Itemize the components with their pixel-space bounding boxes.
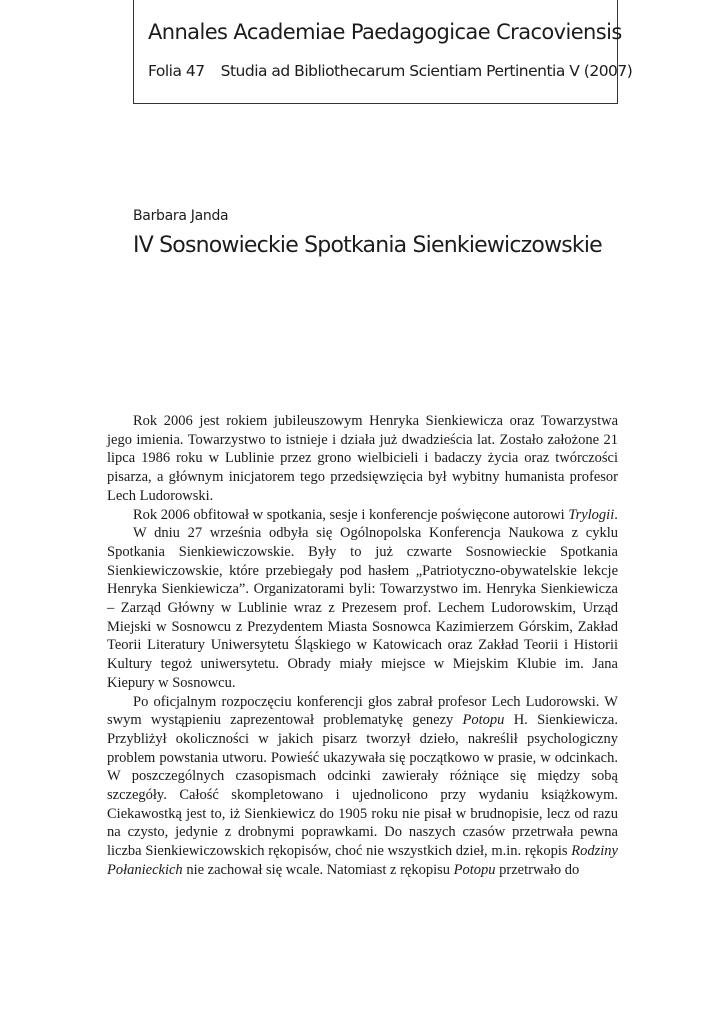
- paragraph: Rok 2006 jest rokiem jubileuszowym Henryka Sienkiewicza oraz Towarzystwa jego imienia. Towarzystwo to istnieje i działa już dwadzieścia lat. Zostało założone 21 lipca 1986 roku w Lublinie przez grono wielbicieli i badaczy życia oraz twórczości pisarza, a głównym inicjatorem tego przedsięwzięcia był wybitny humanista profesor Lech Ludorowski.: [107, 413, 618, 504]
- article-body: [107, 412, 618, 880]
- paragraph-text: .: [614, 506, 618, 523]
- journal-series-line: [148, 62, 632, 80]
- series-title: Studia ad Bibliothecarum Scientiam Pertinentia V (2007): [220, 62, 633, 80]
- article-title: IV Sosnowieckie Spotkania Sienkiewiczowskie: [133, 233, 602, 258]
- paragraph-text: Rok 2006 obfitował w spotkania, sesje i konferencje poświęcone autorowi: [133, 506, 569, 523]
- paragraph: [107, 506, 618, 525]
- paragraph-text: przetrwało do: [495, 861, 580, 878]
- paragraph-text: nie zachował się wcale. Natomiast z rękopisu: [182, 861, 454, 878]
- italic-title: Potopu: [453, 861, 496, 878]
- paragraph-text: Po oficjalnym rozpoczęciu konferencji głos zabrał profesor Lech Ludorowski. W swym wystąpieniu zaprezentował problematykę genezy: [107, 693, 618, 729]
- italic-title: Rodziny Połanieckich: [107, 843, 618, 878]
- journal-header: [133, 0, 633, 104]
- paragraph-text: H. Sienkiewicza. Przybliżył okoliczności w jakich pisarz tworzył dzieło, nakreślił psychologiczny problem powstania utworu. Powieść ukazywała się początkowo w prasie, w odcinkach. W poszczególnych czasopismach odcinki zawierały różniące się między sobą szczegóły. Całość skompletowano i ujednolicono przy wydaniu książkowym. Ciekawostką jest to, iż Sienkiewicz do 1905 roku nie pisał w brudnopisie, lecz od razu na czysto, jedynie z drobnymi poprawkami. Do naszych czasów przetrwała pewna liczba Sienkiewiczowskich rękopisów, choć nie wszystkich dzieł, m.in. rękopis: [107, 712, 618, 860]
- paragraph: W dniu 27 września odbyła się Ogólnopolska Konferencja Naukowa z cyklu Spotkania Sienkiewiczowskie. Były to już czwarte Sosnowieckie Spotkania Sienkiewiczowskie, które przebiegały pod hasłem „Patriotyczno-obywatelskie lekcje Henryka Sienkiewicza”. Organizatorami byli: Towarzystwo im. Henryka Sienkiewicza – Zarząd Główny w Lublinie wraz z Prezesem prof. Lechem Ludorowskim, Urząd Miejski w Sosnowcu z Prezydentem Miasta Sosnowca Kazimierzem Górskim, Zakład Teorii Literatury Uniwersytetu Śląskiego w Katowicach oraz Zakład Teorii i Historii Kultury tegoż uniwersytetu. Obrady miały miejsce w Miejskim Klubie im. Jana Kiepury w Sosnowcu.: [107, 525, 618, 691]
- article-author: Barbara Janda: [133, 208, 229, 224]
- italic-title: Trylogii: [568, 506, 615, 523]
- journal-title: Annales Academiae Paedagogicae Cracoviensis: [148, 20, 622, 44]
- folio-number: Folia 47: [148, 62, 205, 80]
- italic-title: Potopu: [462, 712, 505, 729]
- paragraph: [107, 693, 618, 880]
